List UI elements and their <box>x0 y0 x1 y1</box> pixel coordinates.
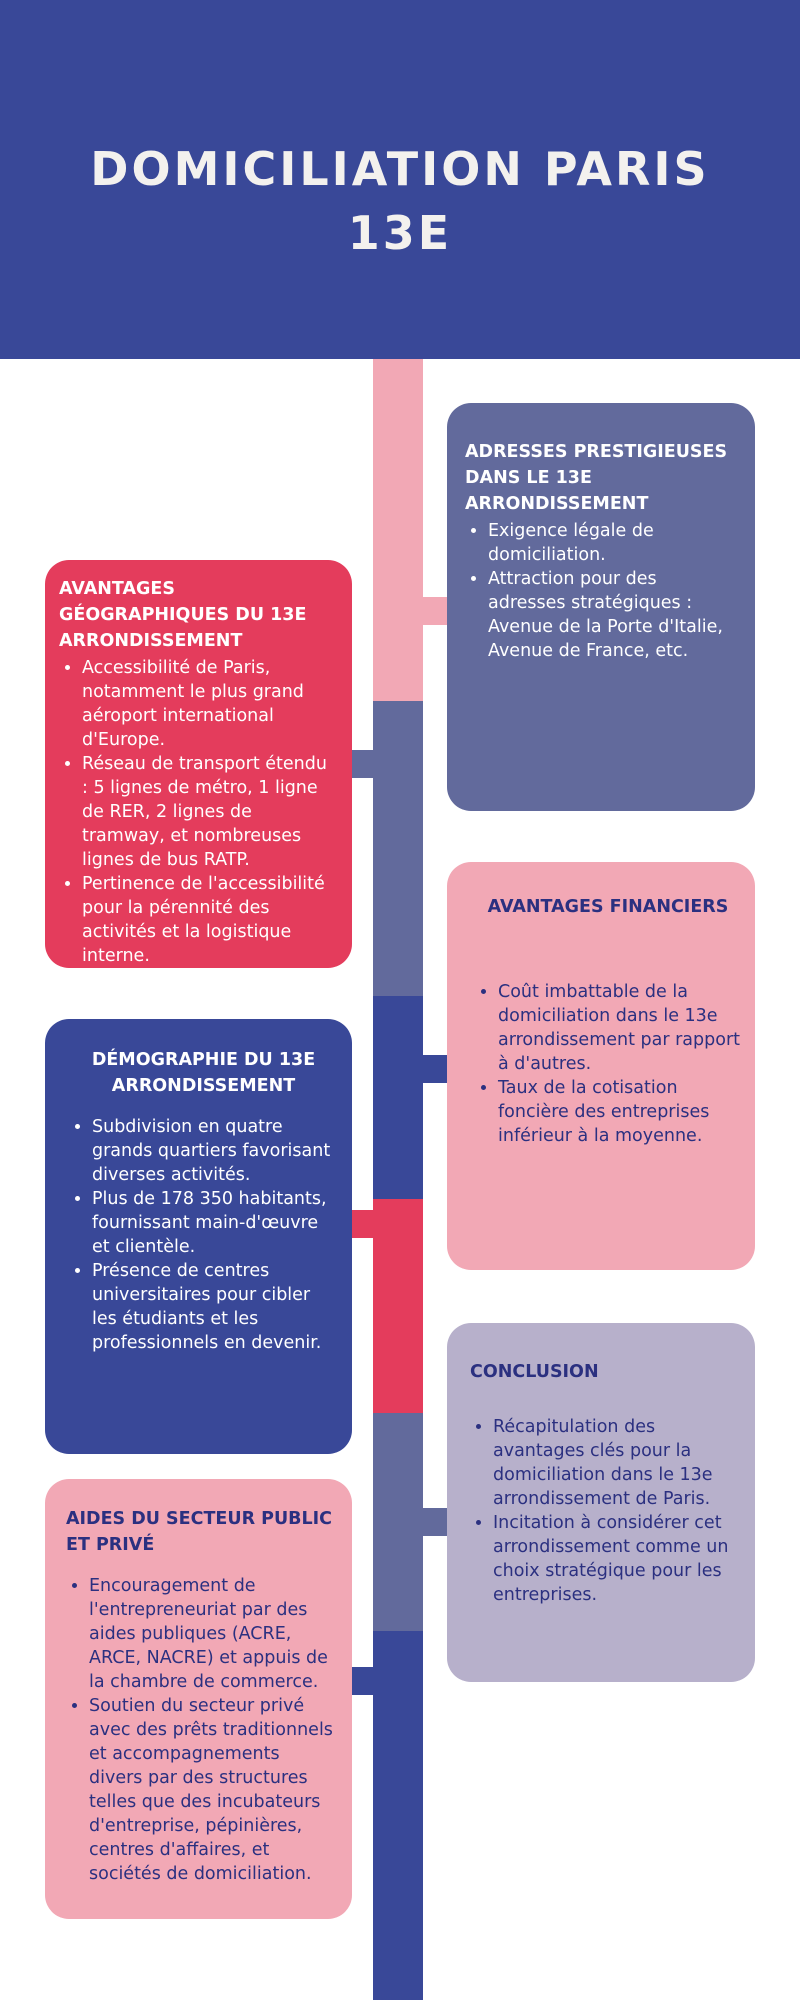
header-banner <box>0 0 800 359</box>
list-item: • Coût imbattable de la domiciliation dans le 13e arrondissement par rapport à d'autres. <box>498 980 741 1076</box>
card-adresses-prestigieuses <box>447 403 755 811</box>
list-item: • Exigence légale de domiciliation. <box>488 519 737 567</box>
card-conclusion <box>447 1323 755 1682</box>
list-item: • Réseau de transport étendu : 5 lignes de métro, 1 ligne de RER, 2 lignes de tramway, et nombreuses lignes de bus RATP. <box>82 752 336 872</box>
timeline-connector <box>423 1055 448 1083</box>
list-item: • Taux de la cotisation foncière des entreprises inférieur à la moyenne. <box>498 1076 741 1148</box>
list-item: • Pertinence de l'accessibilité pour la pérennité des activités et la logistique interne. <box>82 872 336 968</box>
timeline-segment <box>373 1631 423 2000</box>
timeline-connector <box>352 1667 373 1695</box>
card-list <box>470 1415 741 1607</box>
timeline-connector <box>423 1508 448 1536</box>
card-aides-secteur <box>45 1479 352 1919</box>
list-item: • Soutien du secteur privé avec des prêts traditionnels et accompagnements divers par des structures telles que des incubateurs d'entreprise, pépinières, centres d'affaires, et sociétés de domiciliation. <box>89 1694 338 1886</box>
card-list <box>475 980 741 1148</box>
list-item: • Présence de centres universitaires pour cibler les étudiants et les professionnels en devenir. <box>92 1259 338 1355</box>
timeline-connector <box>352 1210 373 1238</box>
list-item: • Récapitulation des avantages clés pour la domiciliation dans le 13e arrondissement de Paris. <box>493 1415 741 1511</box>
card-demographie <box>45 1019 352 1454</box>
timeline-connector <box>352 750 373 778</box>
timeline-segment <box>373 359 423 701</box>
card-heading: ADRESSES PRESTIGIEUSES DANS LE 13E ARRONDISSEMENT <box>465 442 728 514</box>
timeline-segment <box>373 701 423 996</box>
list-item: • Subdivision en quatre grands quartiers favorisant diverses activités. <box>92 1115 338 1187</box>
card-avantages-financiers <box>447 862 755 1270</box>
card-list <box>69 1115 338 1355</box>
timeline-segment <box>373 996 423 1199</box>
list-item: • Attraction pour des adresses stratégiques : Avenue de la Porte d'Italie, Avenue de France, etc. <box>488 567 737 663</box>
card-heading: DÉMOGRAPHIE DU 13E ARRONDISSEMENT <box>91 1050 316 1096</box>
card-list <box>66 1574 338 1886</box>
timeline-connector <box>423 597 448 625</box>
card-list <box>465 519 737 663</box>
page-title: DOMICILIATION PARIS 13E <box>90 142 710 260</box>
card-avantages-geographiques <box>45 560 352 968</box>
timeline-segment <box>373 1199 423 1413</box>
card-heading: AVANTAGES GÉOGRAPHIQUES DU 13E ARRONDISSEMENT <box>59 579 307 651</box>
list-item: • Plus de 178 350 habitants, fournissant main-d'œuvre et clientèle. <box>92 1187 338 1259</box>
card-list <box>59 656 336 968</box>
card-heading: AIDES DU SECTEUR PUBLIC ET PRIVÉ <box>66 1509 333 1555</box>
card-heading: AVANTAGES FINANCIERS <box>487 897 729 917</box>
list-item: • Accessibilité de Paris, notamment le plus grand aéroport international d'Europe. <box>82 656 336 752</box>
timeline-segment <box>373 1413 423 1631</box>
list-item: • Incitation à considérer cet arrondissement comme un choix stratégique pour les entreprises. <box>493 1511 741 1607</box>
list-item: • Encouragement de l'entrepreneuriat par des aides publiques (ACRE, ARCE, NACRE) et appuis de la chambre de commerce. <box>89 1574 338 1694</box>
card-heading: CONCLUSION <box>470 1362 599 1382</box>
